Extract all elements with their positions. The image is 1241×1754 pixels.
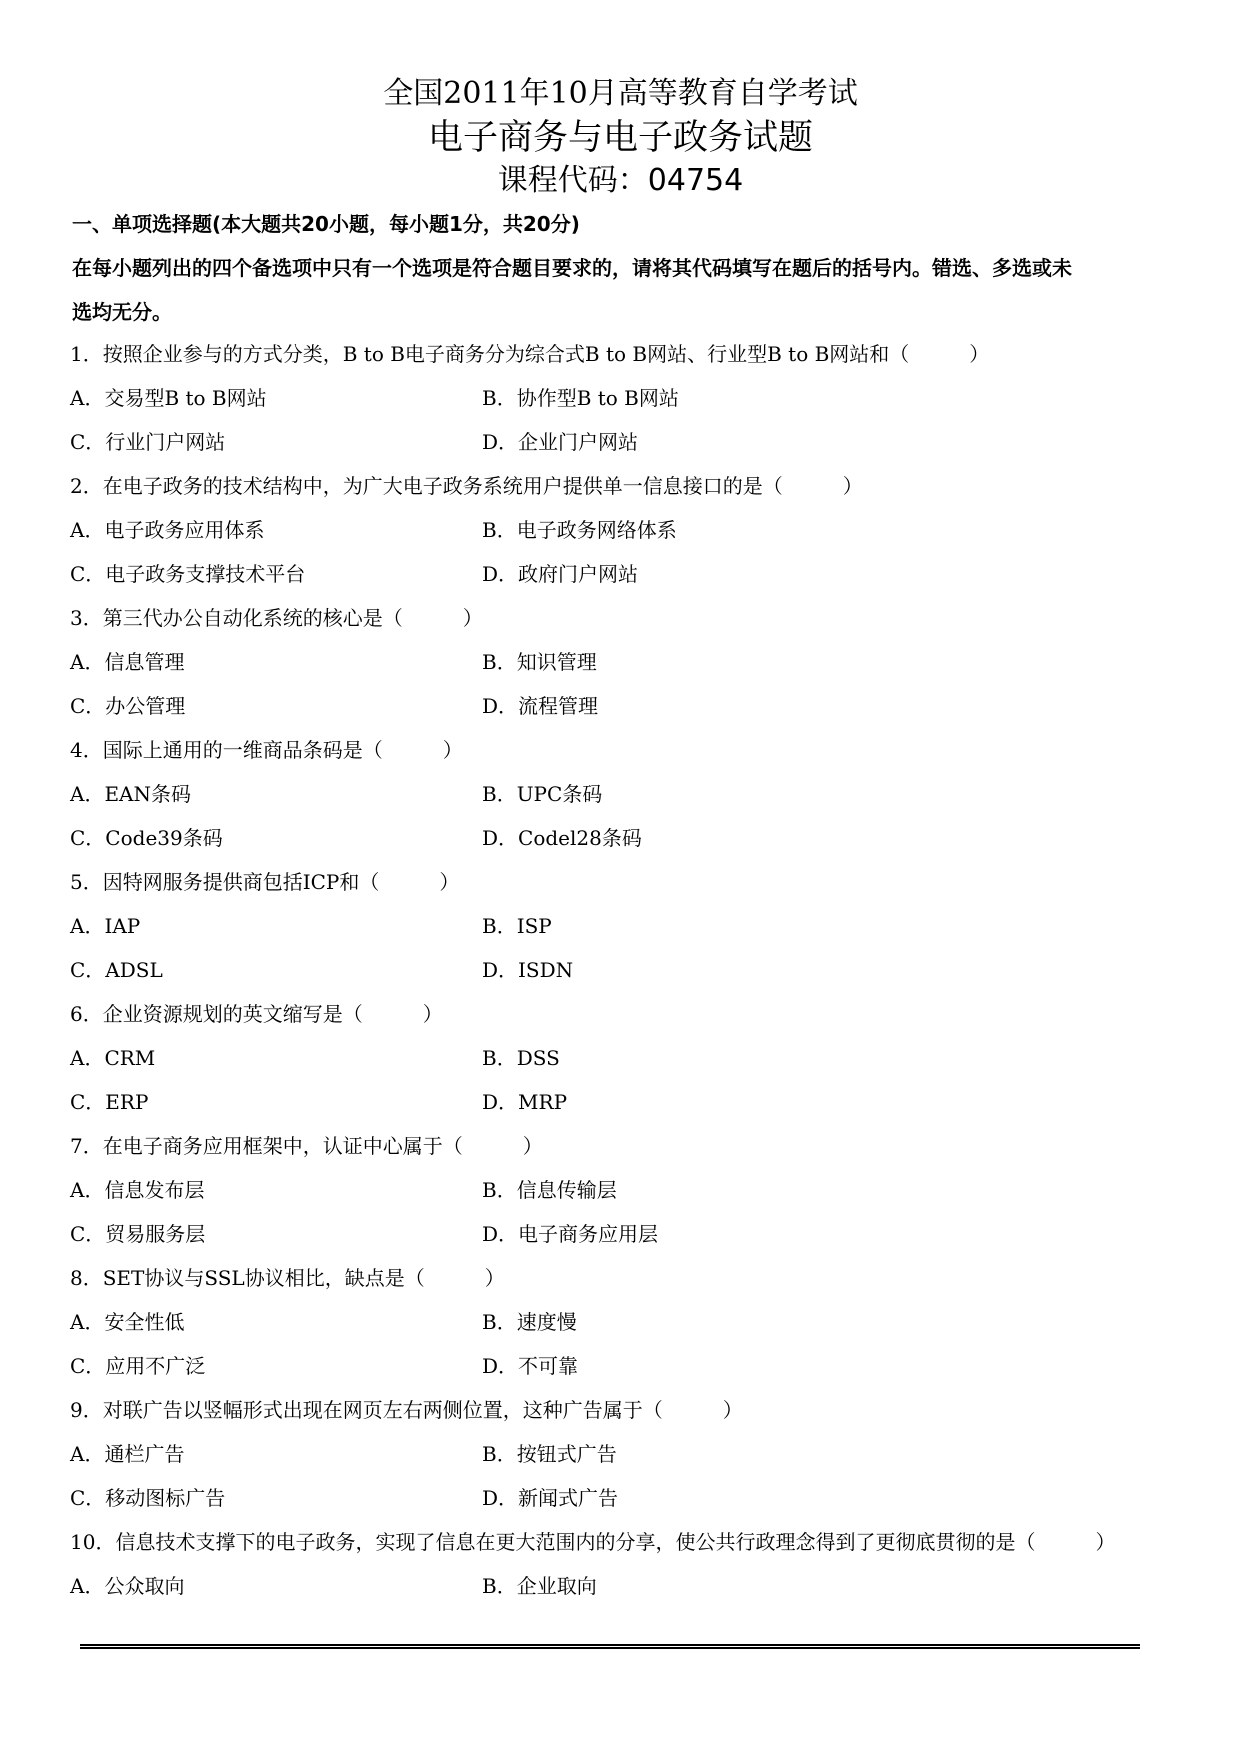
option-a: A．信息发布层 [70,1178,205,1202]
question-stem: 2．在电子政务的技术结构中，为广大电子政务系统用户提供单一信息接口的是（ ） [70,474,863,498]
option-d: D．企业门户网站 [482,430,639,454]
option-d: D．新闻式广告 [482,1486,619,1510]
option-a: A．公众取向 [70,1574,185,1598]
option-d: D．Codel28条码 [482,826,642,850]
question-stem: 5．因特网服务提供商包括ICP和（ ） [70,870,460,894]
option-a: A．EAN条码 [70,782,191,806]
question-stem: 6．企业资源规划的英文缩写是（ ） [70,1002,443,1026]
option-a: A．IAP [70,914,141,938]
option-c: C．ERP [70,1090,149,1114]
option-d: D．流程管理 [482,694,599,718]
option-a: A．CRM [70,1046,156,1070]
option-b: B．电子政务网络体系 [482,518,677,542]
option-a: A．通栏广告 [70,1442,185,1466]
option-a: A．电子政务应用体系 [70,518,265,542]
option-d: D．政府门户网站 [482,562,639,586]
option-b: B．按钮式广告 [482,1442,617,1466]
option-d: D．MRP [482,1090,568,1114]
option-c: C．行业门户网站 [70,430,226,454]
option-c: C．Code39条码 [70,826,223,850]
question-stem: 3．第三代办公自动化系统的核心是（ ） [70,606,483,630]
option-d: D．电子商务应用层 [482,1222,659,1246]
option-a: A．信息管理 [70,650,185,674]
option-c: C．贸易服务层 [70,1222,206,1246]
option-a: A．安全性低 [70,1310,185,1334]
option-d: D．不可靠 [482,1354,579,1378]
option-a: A．交易型B to B网站 [70,386,267,410]
option-c: C．办公管理 [70,694,186,718]
option-c: C．移动图标广告 [70,1486,226,1510]
option-d: D．ISDN [482,958,574,982]
question-stem: 10．信息技术支撑下的电子政务，实现了信息在更大范围内的分享，使公共行政理念得到了更彻底贯彻的是（ ） [70,1530,1116,1554]
option-b: B．ISP [482,914,552,938]
option-b: B．协作型B to B网站 [482,386,679,410]
option-b: B．UPC条码 [482,782,603,806]
option-c: C．应用不广泛 [70,1354,206,1378]
subject-title: 电子商务与电子政务试题 [427,118,813,158]
exam-title: 全国2011年10月高等教育自学考试 [383,76,858,111]
page-divider [80,1644,1140,1649]
option-b: B．DSS [482,1046,560,1070]
option-b: B．速度慢 [482,1310,577,1334]
option-b: B．知识管理 [482,650,597,674]
question-stem: 8．SET协议与SSL协议相比，缺点是（ ） [70,1266,505,1290]
section-instruction-line1: 在每小题列出的四个备选项中只有一个选项是符合题目要求的，请将其代码填写在题后的括号内。错选、多选或未 [72,256,1072,280]
course-code: 课程代码：04754 [497,163,744,198]
question-stem: 1．按照企业参与的方式分类，B to B电子商务分为综合式B to B网站、行业型B to B网站和（ ） [70,342,990,366]
question-stem: 9．对联广告以竖幅形式出现在网页左右两侧位置，这种广告属于（ ） [70,1398,743,1422]
option-c: C．ADSL [70,958,163,982]
option-b: B．信息传输层 [482,1178,617,1202]
option-c: C．电子政务支撑技术平台 [70,562,306,586]
question-stem: 4．国际上通用的一维商品条码是（ ） [70,738,463,762]
section-instruction-line2: 选均无分。 [72,300,172,324]
question-stem: 7．在电子商务应用框架中，认证中心属于（ ） [70,1134,543,1158]
option-b: B．企业取向 [482,1574,597,1598]
section-heading: 一、单项选择题(本大题共20小题，每小题1分，共20分) [72,212,580,236]
